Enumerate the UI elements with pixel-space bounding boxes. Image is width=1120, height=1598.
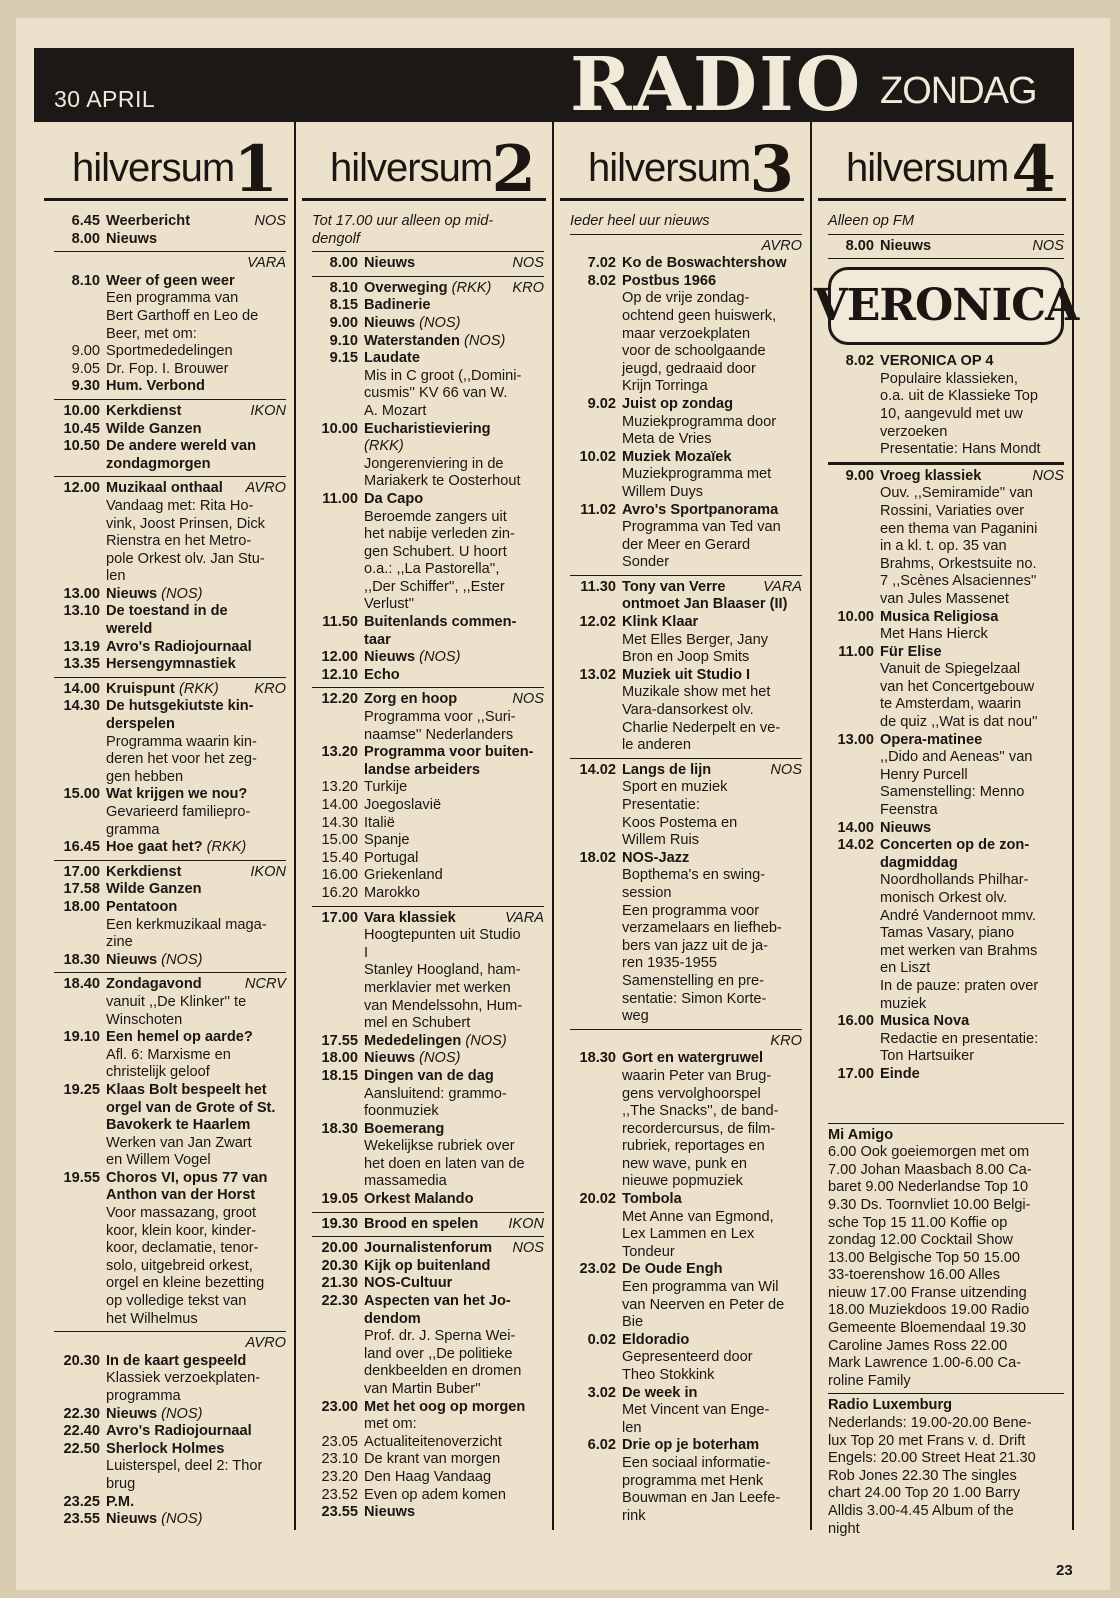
list-item: 22.30 Aspecten van het Jo- [321, 1293, 511, 1310]
list-item: 12.02 Klink Klaar [579, 614, 699, 631]
list-item: 14.00 Nieuws [837, 819, 932, 836]
list-item: 23.20 Den Haag Vandaag [321, 1468, 492, 1485]
broadcaster-label: AVRO [761, 237, 802, 254]
column-header [44, 122, 288, 207]
list-item: 13.20 Programma voor buiten- [321, 744, 534, 761]
list-item: 23.55 Nieuws (NOS) [63, 1511, 203, 1528]
list-item: 18.15 Dingen van de dag [321, 1067, 494, 1084]
section-title: Mi Amigo [828, 1126, 894, 1143]
list-item: 14.30 Italië [321, 814, 395, 831]
list-item: 18.00 Nieuws (NOS) [321, 1050, 461, 1067]
station-number: 2 [491, 132, 536, 207]
list-item: 8.02 Postbus 1966 [587, 272, 717, 289]
list-item: 23.00 Met het oog op morgen [321, 1398, 526, 1415]
list-item: 10.02 Muziek Mozaïek [579, 448, 732, 465]
list-item: 18.40 Zondagavond NCRV [63, 976, 286, 993]
list-item: 19.10 Een hemel op aarde? [63, 1029, 253, 1046]
list-item: 14.00 Joegoslavië [321, 797, 442, 813]
station-number: 1 [233, 132, 278, 207]
list-item: 12.00 Nieuws (NOS) [321, 649, 461, 666]
list-item: 14.02 Langs de lijn NOS [579, 761, 802, 778]
list-item: 18.30 Gort en watergruwel [579, 1050, 764, 1067]
broadcaster-label: VARA [247, 255, 286, 272]
list-item: 13.10 De toestand in de [63, 603, 228, 620]
list-item: 17.00 Einde [837, 1065, 920, 1082]
list-item: 8.00 Nieuws NOS [845, 237, 1064, 254]
list-item: 9.00 Vroeg klassiek NOS [845, 467, 1064, 484]
list-item: 10.45 Wilde Ganzen [63, 420, 202, 437]
list-item: 6.45 Weerbericht NOS [71, 213, 286, 229]
program-list: Tot 17.00 uur alleen op mid- dengolf 8.00 Nieuws NOS 8.10 Overweging (RKK) KRO 8.15 Badinerie 9.00 Nieuws (NOS) 9.10 Waterstanden (NOS) 9.15 Laudate Mis in C groot (,,Domini- cusmis'' KV 66 van W. A. Mozart 10.00 Eucharistieviering (RKK) Jongerenviering in de Mariakerk te Oosterhout 11.00 Da Capo Beroemde zangers uit het nabije verleden zin- gen Schubert. U hoort o.a.: ,,La Pastorella'', ,,Der Schiffer'', ,,Ester Verlust'' 11.50 Buitenlands commen- taar 12.00 Nieuws (NOS) 12.10 Echo 12.20 Zorg en hoop NOS Programma voor ,,Suri- naamse'' Nederlanders 13.20 Programma voor buiten- landse arbeiders 13.20 Turkije 14.00 Joegoslavië 14.30 Italië 15.00 Spanje 15.40 Portugal 16.00 Griekenland 16.20 Marokko 17.00 Vara klassiek VARA Hoogtepunten uit Studio I Stanley Hoogland, ham- merklavier met werken van Mendelssohn, Hum- mel en Schubert 17.55 Mededelingen (NOS) 18.00 Nieuws (NOS) 18.15 Dingen van de dag Aansluitend: grammo- foonmuziek 18.30 Boemerang Wekelijkse rubriek over het doen en laten van de massamedia 19.05 Orkest Malando 19.30 Brood en spelen IKON 20.00 Journalistenforum NOS 20.30 Kijk op buitenland 21.30 NOS-Cultuur 22.30 Aspecten van het Jo- dendom Prof. dr. J. Sperna Wei- land over ,,De politieke denkbeelden en dromen van Martin Buber'' 23.00 Met het oog op morgen met om: 23.05 Actualiteitenoverzicht 23.10 De krant van morgen 23.20 Den Haag Vandaag 23.52 Even op adem komen 23.55 Nieuws [312, 213, 544, 1521]
column-header [302, 122, 546, 207]
list-item: 8.02 VERONICA OP 4 [845, 353, 994, 370]
list-item: 9.10 Waterstanden (NOS) [329, 332, 506, 349]
list-item: 16.00 Griekenland [321, 867, 443, 884]
program-list: 6.45 Weerbericht NOS 8.00 Nieuws VARA 8.10 Weer of geen weer Een programma van Bert Garthoff en Leo de Beer, met om: 9.00 Sportmededelingen 9.05 Dr. Fop. I. Brouwer 9.30 Hum. Verbond 10.00 Kerkdienst IKON 10.45 Wilde Ganzen 10.50 De andere wereld van zondagmorgen 12.00 Muzikaal onthaal AVRO Vandaag met: Rita Ho- vink, Joost Prinsen, Dick Rienstra en het Metro- pole Orkest olv. Jan Stu- len 13.00 Nieuws (NOS) 13.10 De toestand in de wereld 13.19 Avro's Radiojournaal 13.35 Hersengymnastiek 14.00 Kruispunt (RKK) KRO 14.30 De hutsgekiutste kin- derspelen Programma waarin kin- deren het voor het zeg- gen hebben 15.00 Wat krijgen we nou? Gevarieerd familiepro- gramma 16.45 Hoe gaat het? (RKK) 17.00 Kerkdienst IKON 17.58 Wilde Ganzen 18.00 Pentatoon Een kerkmuzikaal maga- zine 18.30 Nieuws (NOS) 18.40 Zondagavond NCRV vanuit ,,De Klinker'' te Winschoten 19.10 Een hemel op aarde? Afl. 6: Marxisme en christelijk geloof 19.25 Klaas Bolt bespeelt het orgel van de Grote of St. Bavokerk te Haarlem Werken van Jan Zwart en Willem Vogel 19.55 Choros VI, opus 77 van Anthon van der Horst Voor massazang, groot koor, klein koor, kinder- koor, declamatie, tenor- solo, uitgebreid orkest, orgel en kleine bezetting op volledige tekst van het Wilhelmus AVRO 20.30 In de kaart gespeeld Klassiek verzoekplaten- programma 22.30 Nieuws (NOS) 22.40 Avro's Radiojournaal 22.50 Sherlock Holmes Luisterspel, deel 2: Thor brug 23.25 P.M. 23.55 Nieuws (NOS) [38, 201, 294, 1529]
program-list: Alleen op FM 8.00 Nieuws NOS VERONICA 8.02 VERONICA OP 4 Populaire klassieken, o.a. uit de Klassieke Top 10, aangevuld met uw verzoeken Presentatie: Hans Mondt 9.00 Vroeg klassiek NOS Ouv. ,,Semiramide'' van Rossini, Variaties over een thema van Paganini in a kl. t. op. 35 van Brahms, Orkestsuite no. 7 ,,Scènes Alsaciennes'' van Jules Massenet 10.00 Musica Religiosa Met Hans Hierck 11.00 Für Elise Vanuit de Spiegelzaal van het Concertgebouw te Amsterdam, waarin de quiz ,,Wat is dat nou'' 13.00 Opera-matinee ,,Dido and Aeneas'' van Henry Purcell Samenstelling: Menno Feenstra 14.00 Nieuws 14.02 Concerten op de zon- dagmiddag Noordhollands Philhar- monisch Orkest olv. André Vandernoot mmv. Tamas Vasary, piano met werken van Brahms en Liszt In de pauze: praten over muziek 16.00 Musica Nova Redactie en presentatie: Ton Hartsuiker 17.00 Einde Mi Amigo 6.00 Ook goeiemorgen met om 7.00 Johan Maasbach 8.00 Ca- baret 9.00 Nederlandse Top 10 9.30 Ds. Toornvliet 10.00 Belgi- sche Top 15 11.00 Koffie op zondag 12.00 Cocktail Show 13.00 Belgische Top 50 15.00 33-toerenshow 16.00 Alles nieuw 17.00 Franse uitzending 18.00 Muziekdoos 19.00 Radio Gemeente Bloemendaal 19.30 Caroline James Ross 22.00 Mark Lawrence 1.00-6.00 Ca- roline Family Radio Luxemburg Nederlands: 19.00-20.00 Bene- lux Top 20 met Frans v. d. Drift Engels: 20.00 Street Heat 21.30 Rob Jones 22.30 The singles chart 24.00 Top 20 1.00 Barry Alldis 3.00-4.45 Album of the night [813, 213, 1079, 1537]
broadcaster-label: AVRO [245, 1335, 286, 1352]
list-item: 8.00 Nieuws [71, 230, 158, 247]
list-item: 10.00 Musica Religiosa [837, 608, 999, 625]
list-item: 20.00 Journalistenforum NOS [321, 1240, 544, 1257]
list-item: 11.00 Da Capo [322, 490, 424, 507]
list-item: 10.00 Eucharistieviering [321, 420, 491, 437]
station-number: 3 [749, 132, 794, 207]
list-item: 8.15 Badinerie [329, 297, 431, 314]
list-item: 19.30 Brood en spelen IKON [321, 1215, 544, 1232]
station-name: hilversum [588, 146, 751, 190]
list-item: 7.02 Ko de Boswachtershow [587, 255, 787, 272]
station-name: hilversum [846, 146, 1009, 190]
list-item: 9.15 Laudate [329, 350, 420, 367]
list-item: 9.00 Sportmededelingen [71, 343, 233, 360]
list-item: 22.50 Sherlock Holmes [63, 1440, 225, 1457]
list-item: 3.02 De week in [587, 1384, 698, 1401]
list-item: 13.35 Hersengymnastiek [63, 656, 236, 673]
section-title: Radio Luxemburg [828, 1397, 953, 1414]
list-item: 8.00 Nieuws NOS [329, 255, 544, 272]
list-item: 16.20 Marokko [321, 884, 420, 901]
list-item: 17.00 Vara klassiek VARA [321, 909, 544, 926]
list-item: 10.50 De andere wereld van [63, 438, 257, 455]
list-item: 18.30 Boemerang [321, 1120, 445, 1137]
list-item: 23.02 De Oude Engh [579, 1261, 723, 1278]
list-item: 18.00 Pentatoon [63, 898, 178, 915]
list-item: 9.02 Juist op zondag [587, 395, 734, 412]
list-item: 23.10 De krant van morgen [321, 1451, 501, 1468]
list-item: 11.02 Avro's Sportpanorama [580, 501, 779, 518]
station-number: 4 [1011, 132, 1056, 207]
list-item: 16.45 Hoe gaat het? (RKK) [63, 839, 247, 856]
list-item: 10.00 Kerkdienst IKON [63, 402, 286, 419]
list-item: 9.05 Dr. Fop. I. Brouwer [71, 360, 229, 377]
list-item: 14.02 Concerten op de zon- [837, 837, 1030, 854]
list-item: 16.00 Musica Nova [837, 1013, 970, 1030]
list-item: 20.30 In de kaart gespeeld [63, 1352, 247, 1369]
list-item: 9.00 Nieuws (NOS) [329, 314, 461, 331]
page-number: 23 [1056, 1562, 1073, 1579]
list-item: 0.02 Eldoradio [587, 1331, 690, 1348]
list-item: 20.02 Tombola [579, 1191, 682, 1208]
column-hilversum-4 [812, 122, 1079, 1537]
list-item: 23.05 Actualiteitenoverzicht [321, 1433, 502, 1450]
list-item: 17.55 Mededelingen (NOS) [321, 1032, 507, 1049]
list-item: 8.10 Weer of geen weer [71, 272, 235, 289]
list-item: 23.52 Even op adem komen [321, 1486, 506, 1503]
column-hilversum-2 [296, 122, 554, 1530]
list-item: 20.30 Kijk op buitenland [321, 1257, 491, 1274]
list-item: 19.55 Choros VI, opus 77 van [63, 1169, 268, 1186]
column-hilversum-1 [38, 122, 296, 1530]
column-hilversum-3 [554, 122, 812, 1530]
header-day: ZONDAG [880, 70, 1037, 112]
list-item: 14.30 De hutsgekiutste kin- [63, 698, 254, 715]
list-item: 11.00 Für Elise [838, 643, 942, 660]
list-item: 17.58 Wilde Ganzen [63, 881, 202, 898]
list-item: 12.10 Echo [321, 666, 400, 683]
station-name: hilversum [330, 146, 493, 190]
list-item: 18.30 Nieuws (NOS) [63, 951, 203, 968]
program-list: Ieder heel uur nieuws AVRO 7.02 Ko de Boswachtershow 8.02 Postbus 1966 Op de vrije zondag- ochtend geen huiswerk, maar verzoekplaten voor de schoolgaande jeugd, gedraaid door Krijn Torringa 9.02 Juist op zondag Muziekprogramma door Meta de Vries 10.02 Muziek Mozaïek Muziekprogramma met Willem Duys 11.02 Avro's Sportpanorama Programma van Ted van der Meer en Gerard Sonder 11.30 Tony van Verre VARA ontmoet Jan Blaaser (II) 12.02 Klink Klaar Met Elles Berger, Jany Bron en Joop Smits 13.02 Muziek uit Studio I Muzikale show met het Vara-dansorkest olv. Charlie Nederpelt en ve- le anderen 14.02 Langs de lijn NOS Sport en muziek Presentatie: Koos Postema en Willem Ruis 18.02 NOS-Jazz Bopthema's en swing- session Een programma voor verzamelaars en liefheb- bers van jazz uit de ja- ren 1935-1955 Samenstelling en pre- sentatie: Simon Korte- weg KRO 18.30 Gort en watergruwel waarin Peter van Brug- gens vervolghoorspel ,,The Snacks'', de band- recordercursus, de film- rubriek, reportages en new wave, punk en nieuwe popmuziek 20.02 Tombola Met Anne van Egmond, Lex Lammen en Lex Tondeur 23.02 De Oude Engh Een programma van Wil van Neerven en Peter de Bie 0.02 Eldoradio Gepresenteerd door Theo Stokkink 3.02 De week in Met Vincent van Enge- len 6.02 Drie op je boterham Een sociaal informatie- programma met Henk Bouwman en Jan Leefe- rink [570, 213, 802, 1524]
list-item: 12.00 Muzikaal onthaal AVRO [63, 480, 286, 497]
list-item: 13.02 Muziek uit Studio I [579, 666, 751, 683]
list-item: 6.02 Drie op je boterham [587, 1437, 760, 1454]
list-item: 8.10 Overweging (RKK) KRO [329, 279, 544, 296]
list-item: 13.00 Opera-matinee [837, 731, 983, 748]
list-item: 13.20 Turkije [321, 779, 408, 796]
header-date: 30 APRIL [54, 86, 156, 112]
list-item: 21.30 NOS-Cultuur [321, 1275, 453, 1292]
list-item: 22.40 Avro's Radiojournaal [63, 1423, 252, 1440]
column-header [818, 122, 1066, 207]
page-header [34, 42, 1074, 128]
header-title: RADIO [570, 42, 863, 128]
list-item: 19.25 Klaas Bolt bespeelt het [63, 1081, 267, 1098]
list-item: 11.50 Buitenlands commen- [322, 614, 517, 631]
list-item: 17.00 Kerkdienst IKON [63, 863, 286, 880]
list-item: 23.55 Nieuws [321, 1504, 416, 1521]
list-item: 9.30 Hum. Verbond [71, 378, 205, 395]
broadcaster-label: KRO [770, 1032, 802, 1049]
list-item: 15.40 Portugal [321, 849, 419, 866]
list-item: 13.19 Avro's Radiojournaal [63, 638, 252, 655]
veronica-logo: VERONICA [828, 267, 1064, 345]
list-item: 15.00 Spanje [321, 832, 410, 849]
list-item: 14.00 Kruispunt (RKK) KRO [63, 680, 286, 697]
list-item: 23.25 P.M. [63, 1493, 135, 1510]
list-item: 11.30 Tony van Verre VARA [580, 578, 802, 595]
list-item: 22.30 Nieuws (NOS) [63, 1405, 203, 1422]
list-item: 15.00 Wat krijgen we nou? [63, 786, 248, 803]
station-name: hilversum [72, 146, 235, 190]
list-item: 19.05 Orkest Malando [321, 1191, 474, 1208]
column-header [560, 122, 804, 207]
list-item: 13.00 Nieuws (NOS) [63, 585, 203, 602]
list-item: 12.20 Zorg en hoop NOS [321, 691, 544, 708]
list-item: 18.02 NOS-Jazz [579, 849, 690, 866]
